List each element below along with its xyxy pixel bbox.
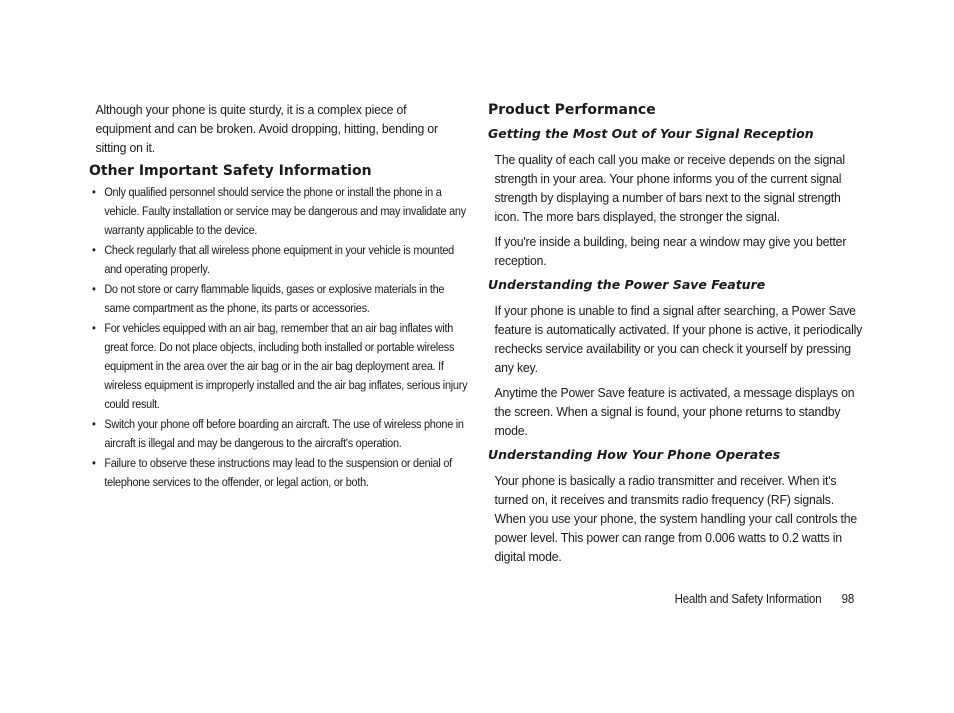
- phone-operates-subheading: Understanding How Your Phone Operates: [488, 447, 781, 462]
- intro-paragraph: Although your phone is quite sturdy, it is a complex piece of equipment and can be broken. Avoid dropping, hitting, bending or sitting on it.: [95, 102, 438, 155]
- list-item: [92, 415, 470, 453]
- bullet-glyph: •: [92, 243, 96, 257]
- list-item: [92, 319, 470, 414]
- list-item: [92, 454, 470, 492]
- footer-section-title: Health and Safety Information: [674, 592, 822, 606]
- list-item-text: For vehicles equipped with an air bag, remember that an air bag inflates with great force. Do not place objects, including both installed or portable wireless equipment in the area over the air bag or in the air bag deployment area. If wireless equipment is improperly installed and the air bag inflates, serious injury could result.: [104, 321, 468, 411]
- signal-reception-subheading: Getting the Most Out of Your Signal Reception: [488, 126, 814, 141]
- list-item-text: Failure to observe these instructions may lead to the suspension or denial of telephone services to the offender, or legal action, or both.: [104, 456, 452, 489]
- page-number: 98: [841, 592, 854, 606]
- safety-bullet-list: [89, 183, 468, 492]
- power-save-paragraph-2: Anytime the Power Save feature is activated, a message displays on the screen. When a signal is found, your phone returns to standby mode.: [494, 385, 855, 438]
- page-footer: [675, 590, 854, 608]
- list-item-text: Do not store or carry flammable liquids, gases or explosive materials in the same compartment as the phone, its parts or accessories.: [104, 282, 445, 315]
- power-save-subheading: Understanding the Power Save Feature: [488, 277, 766, 292]
- phone-operates-paragraph: Your phone is basically a radio transmitter and receiver. When it's turned on, it receives and transmits radio frequency (RF) signals. When you use your phone, the system handling your call controls the power level. This power can range from 0.006 watts to 0.2 watts in digital mode.: [494, 473, 858, 564]
- list-item: [92, 183, 470, 240]
- bullet-glyph: •: [92, 282, 96, 296]
- bullet-glyph: •: [92, 417, 96, 431]
- left-column: [89, 100, 468, 493]
- bullet-glyph: •: [92, 321, 96, 335]
- list-item-text: Switch your phone off before boarding an aircraft. The use of wireless phone in aircraft is illegal and may be dangerous to the aircraft's operation.: [104, 417, 464, 450]
- signal-paragraph-2: If you're inside a building, being near a window may give you better reception.: [494, 234, 847, 268]
- right-column: [488, 100, 863, 566]
- list-item-text: Only qualified personnel should service the phone or install the phone in a vehicle. Faulty installation or service may be dangerous and may invalidate any warranty applicable to the device.: [104, 185, 466, 237]
- signal-paragraph-1: The quality of each call you make or receive depends on the signal strength in your area. Your phone informs you of the current signal strength by displaying a number of bars next to the signal strength icon. The more bars displayed, the stronger the signal.: [494, 152, 845, 224]
- list-item: [92, 280, 470, 318]
- bullet-glyph: •: [92, 456, 96, 470]
- list-item-text: Check regularly that all wireless phone equipment in your vehicle is mounted and operating properly.: [104, 243, 454, 276]
- list-item: [92, 241, 470, 279]
- power-save-paragraph-1: If your phone is unable to find a signal after searching, a Power Save feature is automatically activated. If your phone is active, it periodically rechecks service availability or you can check it yourself by pressing any key.: [494, 303, 863, 375]
- bullet-glyph: •: [92, 185, 96, 199]
- performance-heading: Product Performance: [488, 102, 656, 118]
- safety-heading: Other Important Safety Information: [89, 163, 372, 179]
